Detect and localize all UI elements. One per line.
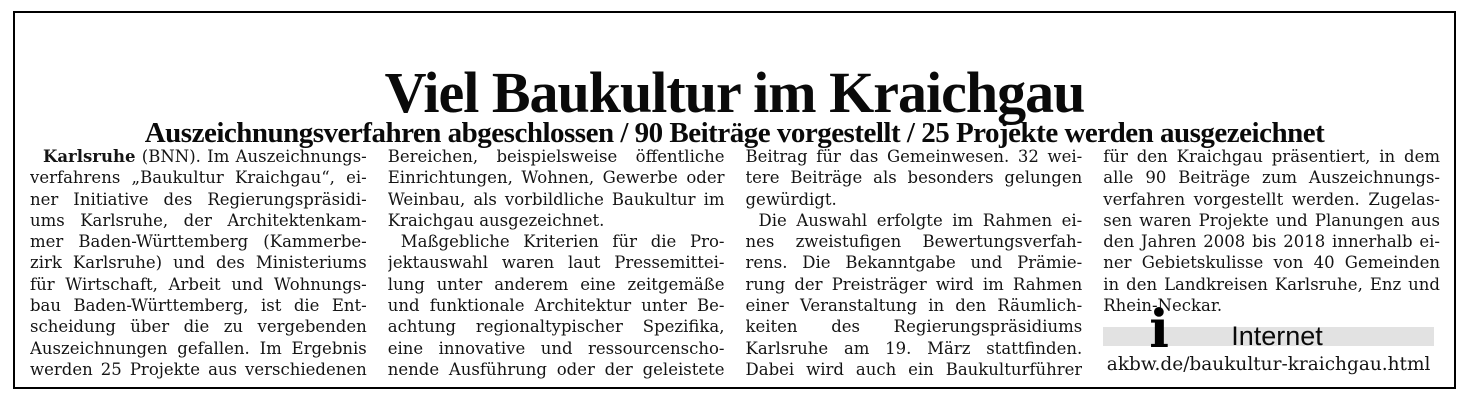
- article-line: lung unter anderem eine zeitgemäße: [387, 274, 725, 294]
- article-line: alle 90 Beiträge zum Auszeichnungs-: [1103, 168, 1440, 188]
- article-column-4: [1103, 146, 1440, 380]
- info-icon: i: [1149, 299, 1170, 361]
- article-body: [30, 146, 1440, 380]
- article-line: tere Beiträge als besonders gelungen: [745, 168, 1083, 188]
- article-line: zirk Karlsruhe) und des Ministeriums: [30, 253, 367, 273]
- article-line: in den Landkreisen Karlsruhe, Enz und: [1103, 274, 1440, 294]
- internet-label: Internet: [1231, 321, 1323, 352]
- article-column-1: [30, 146, 367, 380]
- article-line: mer Baden-Württemberg (Kammerbe-: [30, 232, 367, 252]
- article-line: Rhein-Neckar.: [1103, 296, 1223, 316]
- article-line: den Jahren 2008 bis 2018 innerhalb ei-: [1103, 232, 1440, 252]
- article-line: Karlsruhe am 19. März stattfinden.: [745, 338, 1083, 358]
- article-line: ums Karlsruhe, der Architektenkam-: [30, 210, 367, 230]
- article-line: nende Ausführung oder der geleistete: [387, 359, 725, 379]
- article-line: Maßgebliche Kriterien für die Pro-: [400, 232, 725, 252]
- article-line: bau Baden-Württemberg, ist die Ent-: [30, 296, 367, 316]
- article-line: eine innovative und ressourcenscho-: [387, 338, 725, 358]
- article-line: scheidung über die zu vergebenden: [30, 317, 367, 337]
- article-title: Viel Baukultur im Kraichgau: [384, 59, 1085, 125]
- article-line: achtung regionaltypischer Spezifika,: [387, 317, 725, 337]
- article-line: Weinbau, als vorbildliche Baukultur im: [387, 189, 725, 209]
- article-line: Einrichtungen, Wohnen, Gewerbe oder: [387, 168, 725, 188]
- article-line: Karlsruhe (BNN). Im Auszeichnungs-: [43, 147, 367, 166]
- article-line: werden 25 Projekte aus verschiedenen: [30, 359, 367, 379]
- article-line: rung der Preisträger wird im Rahmen: [745, 274, 1083, 294]
- article-line: ner Gebietskulisse von 40 Gemeinden: [1103, 253, 1440, 273]
- article-line: gewürdigt.: [745, 189, 837, 209]
- article-line: für Wirtschaft, Arbeit und Wohnungs-: [30, 274, 367, 294]
- internet-url: akbw.de/baukultur-kraichgau.html: [1106, 354, 1431, 376]
- article-line: verfahrens „Baukultur Kraichgau“, ei-: [30, 168, 367, 188]
- article-line: Beitrag für das Gemeinwesen. 32 wei-: [745, 147, 1083, 166]
- article-frame: [13, 11, 1456, 389]
- article-line: Dabei wird auch ein Baukulturführer: [745, 359, 1083, 379]
- article-line: ner Initiative des Regierungspräsidi-: [30, 189, 367, 209]
- dateline-city: Karlsruhe: [43, 147, 136, 166]
- article-column-3: [746, 146, 1083, 380]
- article-line: keiten des Regierungspräsidiums: [745, 317, 1083, 337]
- article-line: rens. Die Bekanntgabe und Prämie-: [745, 253, 1083, 273]
- article-column-2: [388, 146, 725, 380]
- article-line: für den Kraichgau präsentiert, in dem: [1103, 147, 1440, 166]
- article-line: jektauswahl waren laut Pressemittei-: [387, 253, 725, 273]
- article-line: einer Veranstaltung in den Räumlich-: [745, 296, 1083, 316]
- article-line: und funktionale Architektur unter Be-: [387, 296, 725, 316]
- article-line: verfahren vorgestellt werden. Zugelas-: [1103, 189, 1440, 209]
- article-line: nes zweistufigen Bewertungsverfah-: [745, 232, 1083, 252]
- article-line: Die Auswahl erfolgte im Rahmen ei-: [758, 210, 1083, 230]
- article-line: Auszeichnungen gefallen. Im Ergebnis: [30, 338, 367, 358]
- article-line: Bereichen, beispielsweise öffentliche: [387, 147, 725, 166]
- article-subtitle: Auszeichnungsverfahren abgeschlossen / 90 Beiträge vorgestellt / 25 Projekte werden ausgezeichnet: [144, 117, 1325, 150]
- article-line: sen waren Projekte und Planungen aus: [1103, 210, 1440, 230]
- article-line: Kraichgau ausgezeichnet.: [387, 210, 605, 230]
